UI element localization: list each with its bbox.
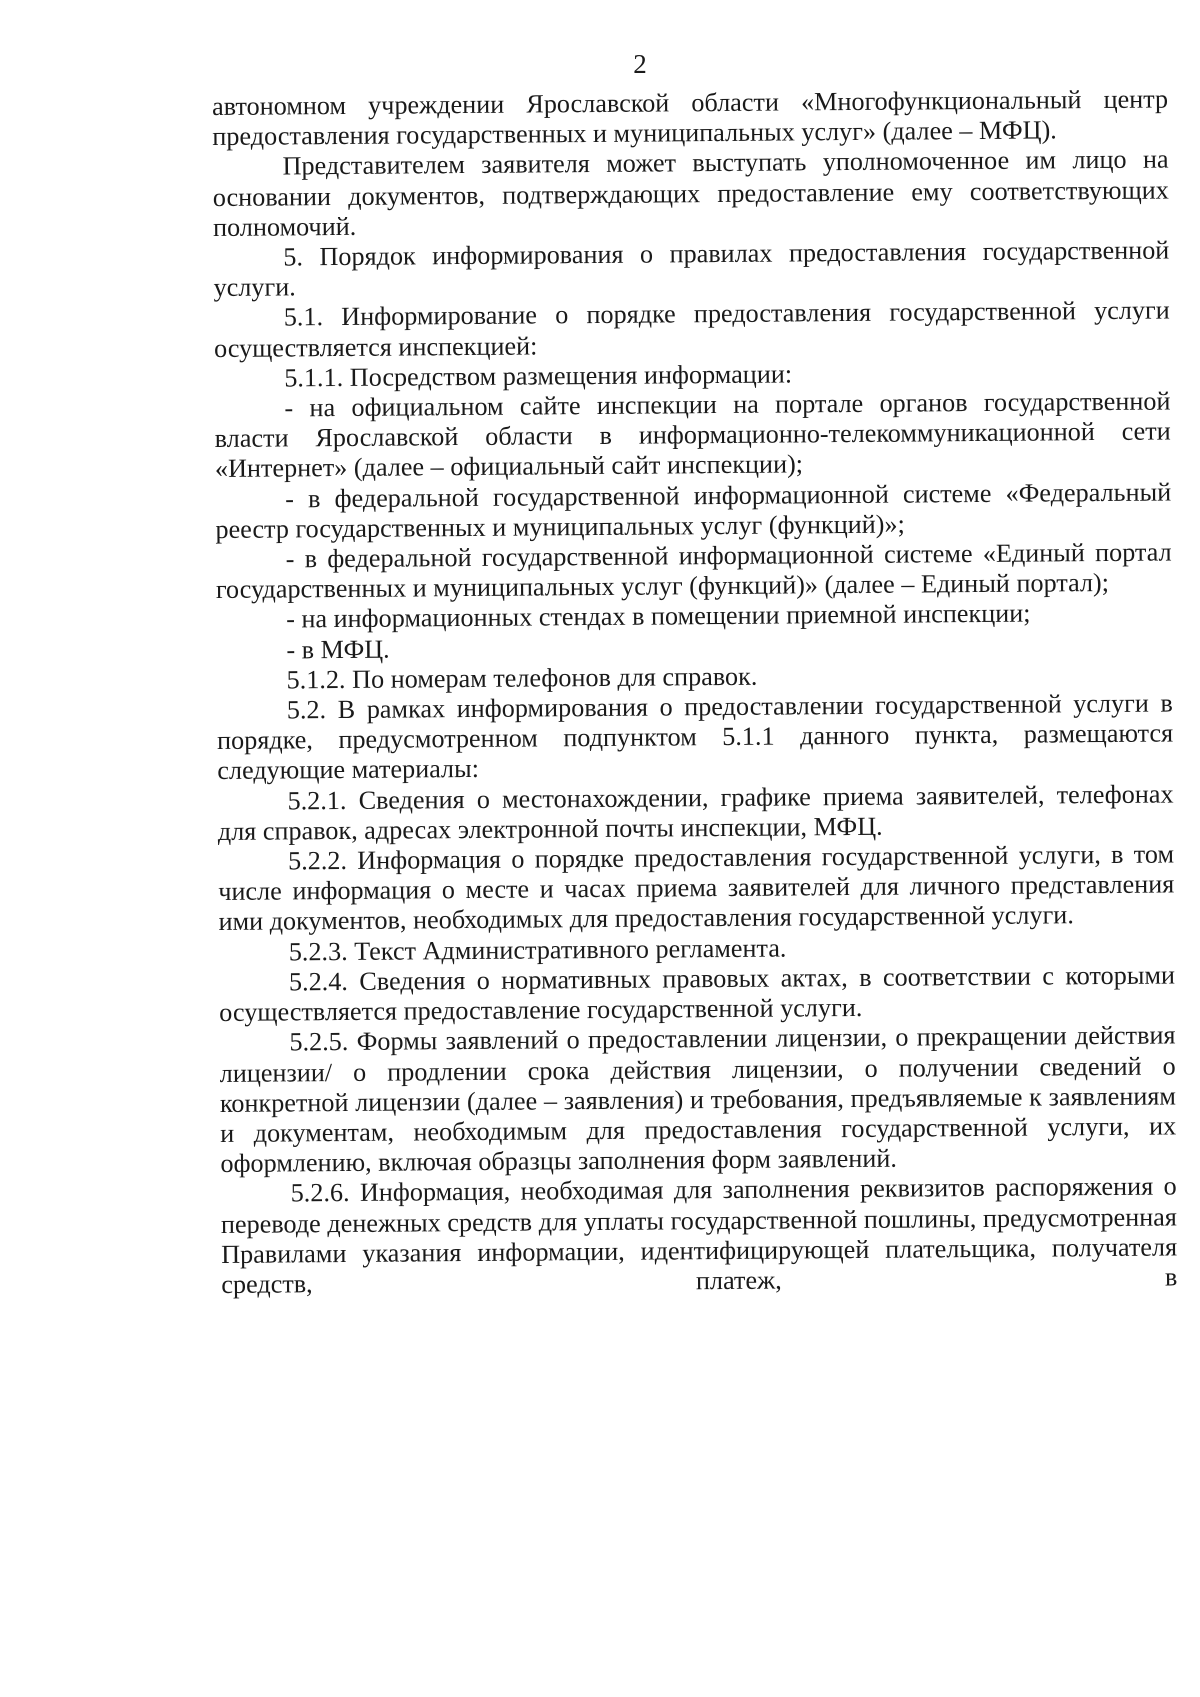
list-item-mfc: - в МФЦ. <box>286 634 390 665</box>
list-item-info-stands: - на информационных стендах в помещении приемной инспекции; <box>286 599 1031 634</box>
paragraph-5-2: 5.2. В рамках информирования о предоставлении государственной услуги в порядке, предусмотренном подпунктом 5.1.1 данного пункта, размещаются следующие материалы: <box>216 688 1174 786</box>
document-body <box>212 84 1177 1300</box>
paragraph-5-2-2: 5.2.2. Информация о порядке предоставления государственной услуги, в том числе информация о месте и часах приема заявителей для личного представления ими документов, необходимых для предоставления государственной услуги. <box>218 839 1175 937</box>
page-number: 2 <box>633 49 647 79</box>
paragraph-mfc-definition: автономном учреждении Ярославской области «Многофункциональный центр предоставления государственных и муниципальных услуг» (далее – МФЦ). <box>212 84 1169 152</box>
list-item-federal-registry: - в федеральной государственной информационной системе «Федеральный реестр государственных и муниципальных услуг (функций)»; <box>215 477 1172 544</box>
paragraph-5-2-4: 5.2.4. Сведения о нормативных правовых актах, в соответствии с которыми осуществляется предоставление государственной услуги. <box>219 960 1176 1028</box>
paragraph-representative: Представителем заявителя может выступать уполномоченное им лицо на основании документов, подтверждающих предоставление ему соответствующих полномочий. <box>212 144 1169 242</box>
list-item-official-site: - на официальном сайте инспекции на портале органов государственной власти Ярославской области в информационно-телекоммуникационной сети «Интернет» (далее – официальный сайт инспекции); <box>214 386 1171 484</box>
paragraph-5-2-3: 5.2.3. Текст Административного регламента. <box>288 933 787 967</box>
paragraph-section-5: 5. Порядок информирования о правилах предоставления государственной услуги. <box>213 235 1170 303</box>
paragraph-5-1-2: 5.1.2. По номерам телефонов для справок. <box>286 661 758 695</box>
paragraph-5-2-1: 5.2.1. Сведения о местонахождении, графике приема заявителей, телефонах для справок, адресах электронной почты инспекции, МФЦ. <box>217 779 1174 846</box>
paragraph-5-1-1: 5.1.1. Посредством размещения информации: <box>284 359 793 393</box>
list-item-unified-portal: - в федеральной государственной информационной системе «Единый портал государственных и муниципальных услуг (функций)» (далее – Единый портал); <box>215 537 1172 605</box>
paragraph-5-1: 5.1. Информирование о порядке предоставления государственной услуги осуществляется инспекцией: <box>213 295 1170 363</box>
paragraph-5-2-5: 5.2.5. Формы заявлений о предоставлении лицензии, о прекращении действия лицензии/ о продлении срока действия лицензии, о получении сведений о конкретной лицензии (далее – заявления) и требования, предъявляемые к заявлениям и документам, необходимым для предоставления государственной услуги, их оформлению, включая образцы заполнения форм заявлений. <box>219 1020 1177 1179</box>
paragraph-5-2-6: 5.2.6. Информация, необходимая для заполнения реквизитов распоряжения о переводе денежных средств для уплаты государственной пошлины, предусмотренная Правилами указания информации, идентифицирующей плательщика, получателя средств, платеж, в <box>220 1171 1178 1299</box>
